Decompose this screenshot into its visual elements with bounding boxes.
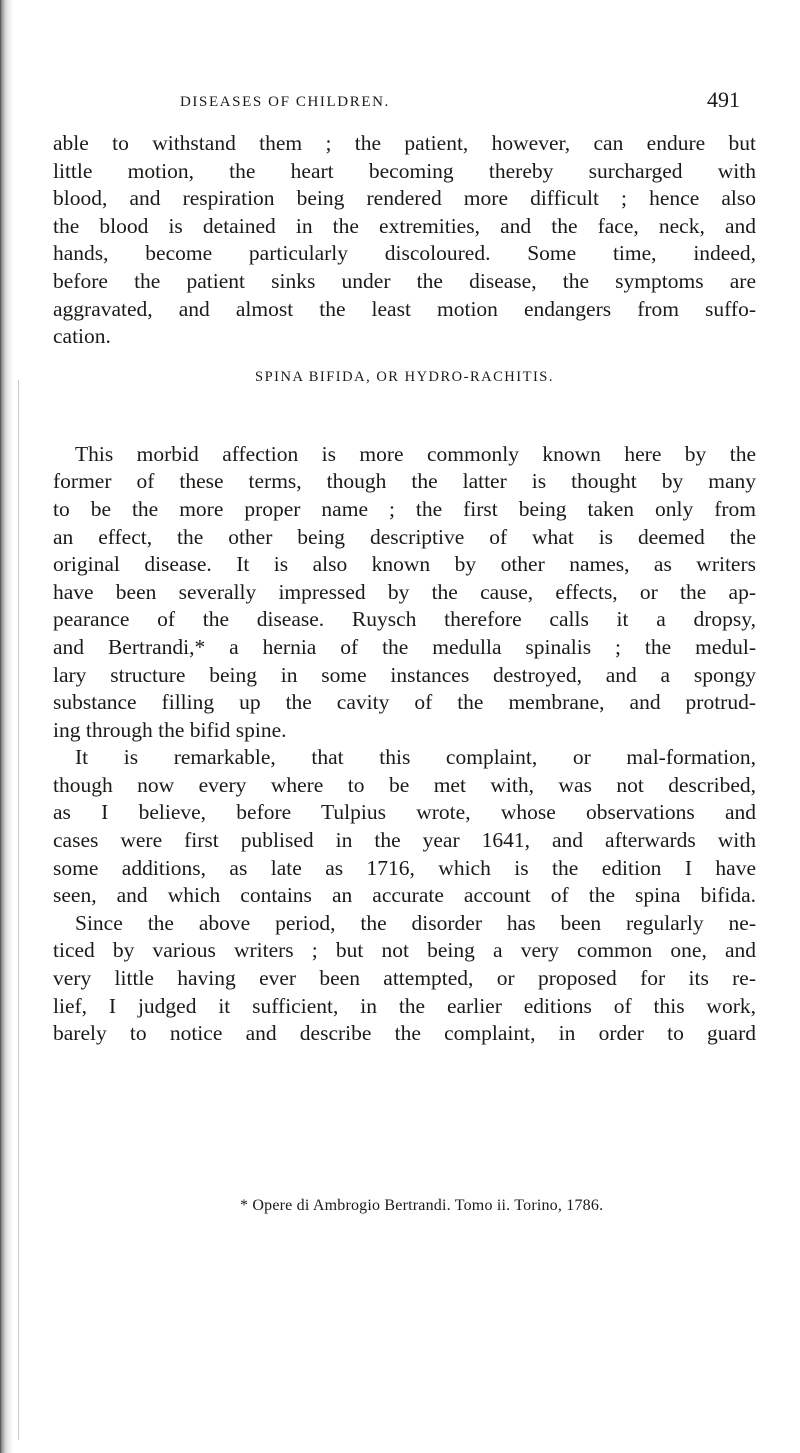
text-line: ticed by various writers ; but not being a very common one, and: [53, 938, 756, 963]
page-body: [53, 130, 756, 1048]
text-line: substance filling up the cavity of the membrane, and protrud-: [53, 690, 756, 715]
text-line: original disease. It is also known by other names, as writers: [53, 552, 756, 577]
paragraph: [53, 744, 756, 910]
paragraph: [53, 910, 756, 1048]
text-line: seen, and which contains an accurate account of the spina bifida.: [53, 883, 756, 908]
text-line: and Bertrandi,* a hernia of the medulla spinalis ; the medul-: [53, 634, 756, 659]
text-line: cases were first publised in the year 1641, and afterwards with: [53, 828, 756, 853]
text-line: aggravated, and almost the least motion endangers from suffo-: [53, 296, 756, 321]
text-line: little motion, the heart becoming thereby surcharged with: [53, 158, 756, 183]
footnote: * Opere di Ambrogio Bertrandi. Tomo ii. Torino, 1786.: [240, 1197, 604, 1214]
running-head: [180, 87, 740, 117]
text-line: pearance of the disease. Ruysch therefore calls it a dropsy,: [53, 607, 756, 632]
text-line: an effect, the other being descriptive of what is deemed the: [53, 524, 756, 549]
binding-edge-line: [18, 380, 19, 1440]
page-number: 491: [707, 87, 740, 112]
text-line: cation.: [53, 324, 111, 349]
text-line: lief, I judged it sufficient, in the earlier editions of this work,: [53, 993, 756, 1018]
text-line: barely to notice and describe the complaint, in order to guard: [53, 1021, 756, 1046]
section-heading-text: SPINA BIFIDA, OR HYDRO-RACHITIS.: [255, 368, 554, 385]
text-line: to be the more proper name ; the first being taken only from: [53, 496, 756, 521]
text-line: ing through the bifid spine.: [53, 717, 287, 742]
text-line: have been severally impressed by the cause, effects, or the ap-: [53, 579, 756, 604]
binding-edge-shadow: [0, 0, 14, 1453]
text-line: as I believe, before Tulpius wrote, whose observations and: [53, 800, 756, 825]
text-line: It is remarkable, that this complaint, or mal-formation,: [75, 745, 756, 770]
section-heading: [53, 351, 756, 441]
continued-paragraph: [53, 130, 756, 351]
text-line: some additions, as late as 1716, which is the edition I have: [53, 855, 756, 880]
running-head-title: DISEASES OF CHILDREN.: [180, 94, 390, 110]
text-line: before the patient sinks under the disease, the symptoms are: [53, 268, 756, 293]
text-line: able to withstand them ; the patient, however, can endure but: [53, 131, 756, 155]
text-line: lary structure being in some instances destroyed, and a spongy: [53, 662, 756, 687]
text-line: former of these terms, though the latter is thought by many: [53, 469, 756, 494]
text-line: This morbid affection is more commonly known here by the: [75, 441, 756, 466]
text-line: Since the above period, the disorder has been regularly ne-: [75, 910, 756, 935]
text-line: though now every where to be met with, was not described,: [53, 772, 756, 797]
text-line: hands, become particularly discoloured. Some time, indeed,: [53, 241, 756, 266]
text-line: blood, and respiration being rendered more difficult ; hence also: [53, 186, 756, 211]
paragraph: [53, 441, 756, 745]
text-line: the blood is detained in the extremities, and the face, neck, and: [53, 213, 756, 238]
text-line: very little having ever been attempted, or proposed for its re-: [53, 966, 756, 991]
